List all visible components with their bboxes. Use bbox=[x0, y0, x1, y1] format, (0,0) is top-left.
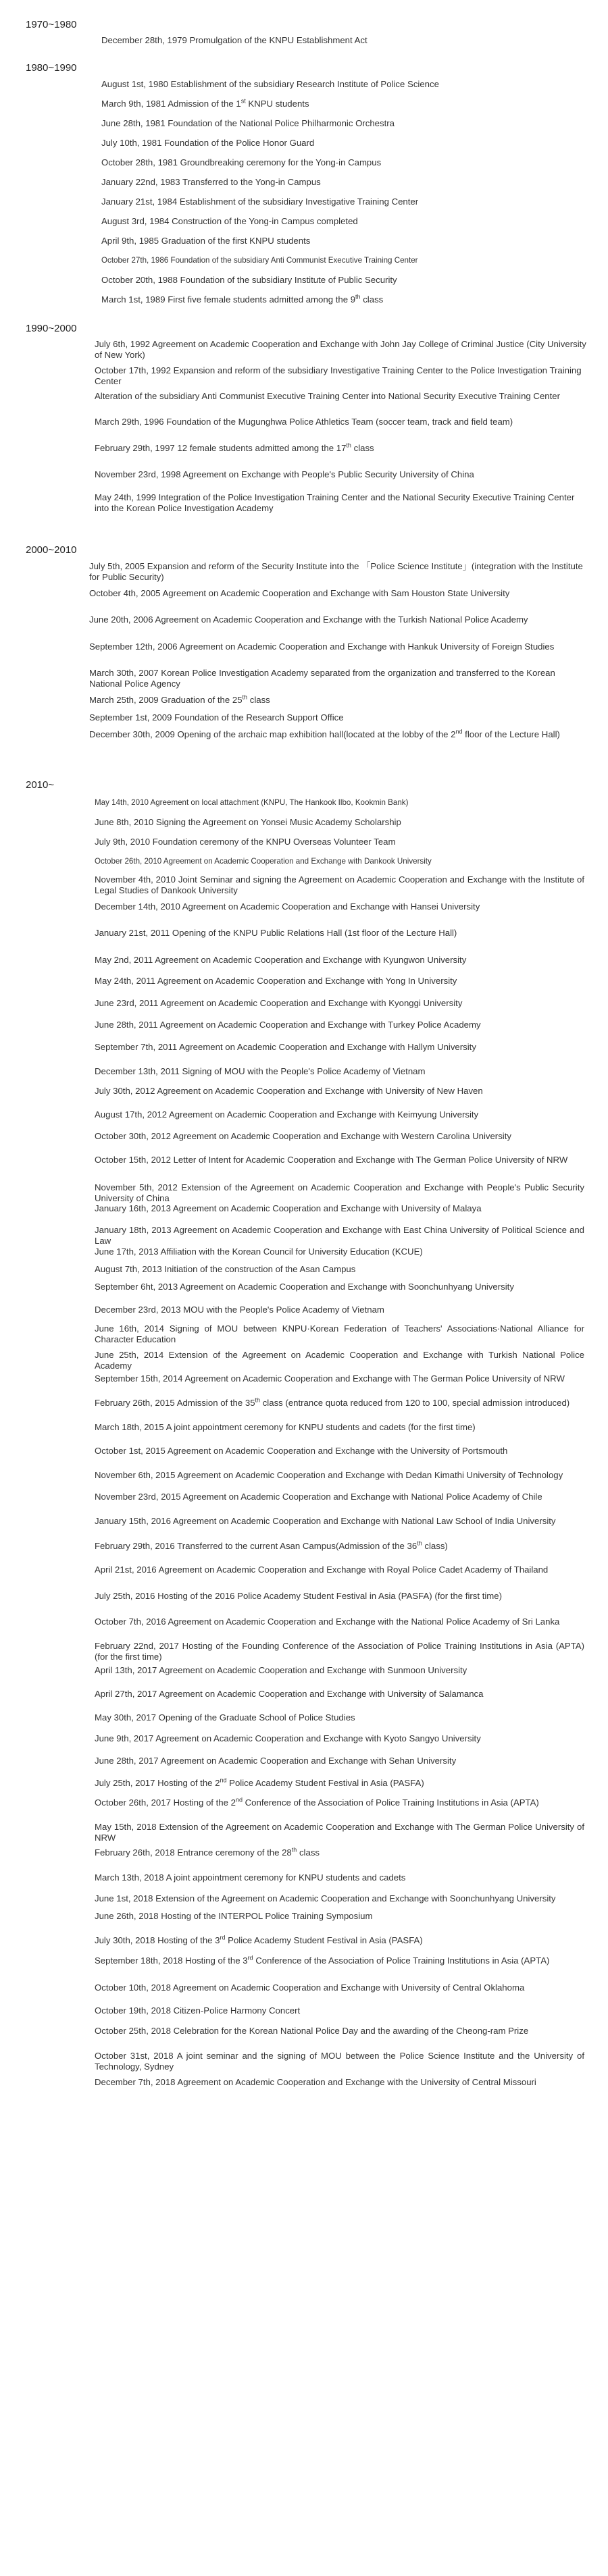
timeline-event: November 5th, 2012 Extension of the Agreement on Academic Cooperation and Exchange with People's Public Security University of China bbox=[95, 1182, 584, 1203]
timeline-event: November 4th, 2010 Joint Seminar and signing the Agreement on Academic Cooperation and Exchange with the Institute of Legal Studies of Dankook University bbox=[95, 874, 584, 895]
timeline-event: February 26th, 2015 Admission of the 35th class (entrance quota reduced from 120 to 100, special admission introduced) bbox=[95, 1396, 570, 1408]
decade-label-2010: 2010~ bbox=[26, 779, 55, 791]
timeline-event: July 25th, 2016 Hosting of the 2016 Police Academy Student Festival in Asia (PASFA) (for the first time) bbox=[95, 1591, 503, 1601]
timeline-event: March 30th, 2007 Korean Police Investigation Academy separated from the organization and transferred to the Korean National Police Agency bbox=[89, 668, 555, 689]
timeline-event: April 27th, 2017 Agreement on Academic Cooperation and Exchange with University of Salamanca bbox=[95, 1689, 484, 1699]
timeline-event: September 18th, 2018 Hosting of the 3rd Conference of the Association of Police Training Institutions in Asia (APTA) bbox=[95, 1954, 550, 1966]
timeline-event: May 24th, 2011 Agreement on Academic Cooperation and Exchange with Yong In University bbox=[95, 976, 457, 986]
timeline-event: April 13th, 2017 Agreement on Academic Cooperation and Exchange with Sunmoon University bbox=[95, 1665, 467, 1675]
timeline-event: November 6th, 2015 Agreement on Academic Cooperation and Exchange with Dedan Kimathi University of Technology bbox=[95, 1470, 563, 1480]
timeline-event: October 10th, 2018 Agreement on Academic Cooperation and Exchange with University of Central Oklahoma bbox=[95, 1982, 525, 1993]
timeline-event: September 7th, 2011 Agreement on Academic Cooperation and Exchange with Hallym University bbox=[95, 1042, 476, 1052]
timeline-event: September 12th, 2006 Agreement on Academic Cooperation and Exchange with Hankuk University of Foreign Studies bbox=[89, 641, 555, 652]
timeline-event: February 29th, 2016 Transferred to the current Asan Campus(Admission of the 36th class) bbox=[95, 1540, 448, 1551]
timeline-event: October 26th, 2017 Hosting of the 2nd Conference of the Association of Police Training Institutions in Asia (APTA) bbox=[95, 1796, 539, 1808]
timeline-event: June 1st, 2018 Extension of the Agreement on Academic Cooperation and Exchange with Soonchunhyang University bbox=[95, 1893, 556, 1903]
timeline-event: November 23rd, 1998 Agreement on Exchange with People's Public Security University of China bbox=[95, 469, 474, 479]
timeline-event: August 7th, 2013 Initiation of the construction of the Asan Campus bbox=[95, 1264, 356, 1274]
timeline-event: February 26th, 2018 Entrance ceremony of the 28th class bbox=[95, 1846, 320, 1858]
timeline-event: June 16th, 2014 Signing of MOU between KNPU·Korean Federation of Teachers' Associations·National Alliance for Character Education bbox=[95, 1323, 584, 1344]
timeline-event: October 15th, 2012 Letter of Intent for Academic Cooperation and Exchange with The German Police University of NRW bbox=[95, 1155, 568, 1165]
decade-label-1980-1990: 1980~1990 bbox=[26, 62, 77, 74]
timeline-event: August 3rd, 1984 Construction of the Yong-in Campus completed bbox=[101, 216, 358, 226]
timeline-event: May 15th, 2018 Extension of the Agreement on Academic Cooperation and Exchange with The German Police University of NRW bbox=[95, 1822, 584, 1843]
timeline-event: June 28th, 1981 Foundation of the National Police Philharmonic Orchestra bbox=[101, 118, 395, 128]
timeline-event: Alteration of the subsidiary Anti Communist Executive Training Center into National Security Executive Training Center bbox=[95, 391, 561, 401]
timeline-event: January 16th, 2013 Agreement on Academic Cooperation and Exchange with University of Malaya bbox=[95, 1203, 482, 1213]
timeline-event: June 17th, 2013 Affiliation with the Korean Council for University Education (KCUE) bbox=[95, 1246, 423, 1257]
timeline-event: March 9th, 1981 Admission of the 1st KNPU students bbox=[101, 97, 309, 109]
timeline-event: December 30th, 2009 Opening of the archaic map exhibition hall(located at the lobby of the 2nd floor of the Lecture Hall) bbox=[89, 728, 560, 739]
timeline-event: June 26th, 2018 Hosting of the INTERPOL Police Training Symposium bbox=[95, 1911, 373, 1921]
timeline-event: January 22nd, 1983 Transferred to the Yong-in Campus bbox=[101, 177, 321, 187]
timeline-event: October 25th, 2018 Celebration for the Korean National Police Day and the awarding of the Cheong-ram Prize bbox=[95, 2026, 529, 2036]
timeline-event: November 23rd, 2015 Agreement on Academic Cooperation and Exchange with National Police Academy of Chile bbox=[95, 1492, 542, 1502]
timeline-event: July 6th, 1992 Agreement on Academic Cooperation and Exchange with John Jay College of Criminal Justice (City University of New York) bbox=[95, 339, 586, 360]
timeline-event: December 23rd, 2013 MOU with the People's Police Academy of Vietnam bbox=[95, 1305, 384, 1315]
timeline-event: August 1st, 1980 Establishment of the subsidiary Research Institute of Police Science bbox=[101, 79, 439, 89]
timeline-event: October 26th, 2010 Agreement on Academic Cooperation and Exchange with Dankook University bbox=[95, 857, 432, 866]
timeline-event: January 21st, 2011 Opening of the KNPU Public Relations Hall (1st floor of the Lecture Hall) bbox=[95, 928, 457, 938]
timeline-event: March 1st, 1989 First five female students admitted among the 9th class bbox=[101, 293, 384, 305]
timeline-event: October 28th, 1981 Groundbreaking ceremony for the Yong-in Campus bbox=[101, 157, 382, 167]
timeline-event: June 20th, 2006 Agreement on Academic Cooperation and Exchange with the Turkish National Police Academy bbox=[89, 614, 528, 625]
timeline-event: February 29th, 1997 12 female students admitted among the 17th class bbox=[95, 442, 374, 453]
timeline-event: October 27th, 1986 Foundation of the subsidiary Anti Communist Executive Training Center bbox=[101, 256, 418, 265]
timeline-event: January 15th, 2016 Agreement on Academic Cooperation and Exchange with National Law School of India University bbox=[95, 1516, 556, 1526]
timeline-event: June 28th, 2017 Agreement on Academic Cooperation and Exchange with Sehan University bbox=[95, 1756, 457, 1766]
timeline-event: March 13th, 2018 A joint appointment ceremony for KNPU students and cadets bbox=[95, 1872, 406, 1883]
timeline-event: July 25th, 2017 Hosting of the 2nd Police Academy Student Festival in Asia (PASFA) bbox=[95, 1777, 424, 1788]
timeline-event: December 13th, 2011 Signing of MOU with the People's Police Academy of Vietnam bbox=[95, 1066, 426, 1076]
timeline-event: October 20th, 1988 Foundation of the subsidiary Institute of Public Security bbox=[101, 275, 397, 285]
timeline-event: March 18th, 2015 A joint appointment ceremony for KNPU students and cadets (for the first time) bbox=[95, 1422, 476, 1432]
timeline-event: October 17th, 1992 Expansion and reform of the subsidiary Investigative Training Center to the Police Investigation Training Center bbox=[95, 365, 582, 386]
timeline-event: September 15th, 2014 Agreement on Academic Cooperation and Exchange with The German Police University of NRW bbox=[95, 1373, 565, 1384]
timeline-event: May 2nd, 2011 Agreement on Academic Cooperation and Exchange with Kyungwon University bbox=[95, 955, 467, 965]
timeline-event: July 30th, 2018 Hosting of the 3rd Police Academy Student Festival in Asia (PASFA) bbox=[95, 1934, 423, 1945]
timeline-event: March 29th, 1996 Foundation of the Mugunghwa Police Athletics Team (soccer team, track and field team) bbox=[95, 417, 513, 427]
timeline-event: October 7th, 2016 Agreement on Academic Cooperation and Exchange with the National Police Academy of Sri Lanka bbox=[95, 1616, 560, 1627]
timeline-event: August 17th, 2012 Agreement on Academic Cooperation and Exchange with Keimyung University bbox=[95, 1109, 479, 1120]
timeline-event: February 22nd, 2017 Hosting of the Founding Conference of the Association of Police Training Institutions in Asia (APTA) (for the first time) bbox=[95, 1641, 584, 1662]
timeline-event: December 28th, 1979 Promulgation of the KNPU Establishment Act bbox=[101, 35, 368, 45]
timeline-event: June 9th, 2017 Agreement on Academic Cooperation and Exchange with Kyoto Sangyo University bbox=[95, 1733, 481, 1743]
timeline-event: September 1st, 2009 Foundation of the Research Support Office bbox=[89, 712, 344, 722]
timeline-event: January 21st, 1984 Establishment of the subsidiary Investigative Training Center bbox=[101, 196, 419, 207]
timeline-event: March 25th, 2009 Graduation of the 25th class bbox=[89, 693, 270, 705]
timeline-event: April 9th, 1985 Graduation of the first KNPU students bbox=[101, 236, 311, 246]
timeline-event: October 31st, 2018 A joint seminar and the signing of MOU between the Police Science Institute and the University of Technology, Sydney bbox=[95, 2051, 584, 2072]
timeline-event: June 25th, 2014 Extension of the Agreement on Academic Cooperation and Exchange with Turkish National Police Academy bbox=[95, 1350, 584, 1371]
timeline-event: May 14th, 2010 Agreement on local attachment (KNPU, The Hankook Ilbo, Kookmin Bank) bbox=[95, 798, 409, 807]
timeline-event: October 1st, 2015 Agreement on Academic Cooperation and Exchange with the University of Portsmouth bbox=[95, 1446, 508, 1456]
decade-label-2000-2010: 2000~2010 bbox=[26, 544, 77, 556]
timeline-event: July 10th, 1981 Foundation of the Police Honor Guard bbox=[101, 138, 315, 148]
timeline-event: June 8th, 2010 Signing the Agreement on Yonsei Music Academy Scholarship bbox=[95, 817, 401, 827]
timeline-event: January 18th, 2013 Agreement on Academic Cooperation and Exchange with East China University of Political Science and Law bbox=[95, 1225, 584, 1246]
timeline-event: December 7th, 2018 Agreement on Academic Cooperation and Exchange with the University of Central Missouri bbox=[95, 2077, 536, 2087]
decade-label-1990-2000: 1990~2000 bbox=[26, 323, 77, 334]
timeline-event: May 24th, 1999 Integration of the Police Investigation Training Center and the National Security Executive Training Center into the Korean Police Investigation Academy bbox=[95, 492, 575, 513]
timeline-event: October 30th, 2012 Agreement on Academic Cooperation and Exchange with Western Carolina University bbox=[95, 1131, 511, 1141]
timeline-event: October 4th, 2005 Agreement on Academic Cooperation and Exchange with Sam Houston State University bbox=[89, 588, 510, 598]
timeline-event: May 30th, 2017 Opening of the Graduate School of Police Studies bbox=[95, 1712, 355, 1723]
timeline-event: April 21st, 2016 Agreement on Academic Cooperation and Exchange with Royal Police Cadet Academy of Thailand bbox=[95, 1565, 549, 1575]
timeline-event: June 23rd, 2011 Agreement on Academic Cooperation and Exchange with Kyonggi University bbox=[95, 998, 463, 1008]
decade-label-1970-1980: 1970~1980 bbox=[26, 19, 77, 30]
timeline-event: July 30th, 2012 Agreement on Academic Cooperation and Exchange with University of New Haven bbox=[95, 1086, 483, 1096]
timeline-event: October 19th, 2018 Citizen-Police Harmony Concert bbox=[95, 2005, 301, 2016]
timeline-event: December 14th, 2010 Agreement on Academic Cooperation and Exchange with Hansei University bbox=[95, 901, 480, 912]
timeline-event: July 5th, 2005 Expansion and reform of the Security Institute into the 「Police Science Institute」(integration with the Institute for Public Security) bbox=[89, 561, 583, 582]
timeline-event: September 6ht, 2013 Agreement on Academic Cooperation and Exchange with Soonchunhyang University bbox=[95, 1282, 514, 1292]
timeline-event: July 9th, 2010 Foundation ceremony of the KNPU Overseas Volunteer Team bbox=[95, 837, 396, 847]
timeline-event: June 28th, 2011 Agreement on Academic Cooperation and Exchange with Turkey Police Academy bbox=[95, 1020, 481, 1030]
